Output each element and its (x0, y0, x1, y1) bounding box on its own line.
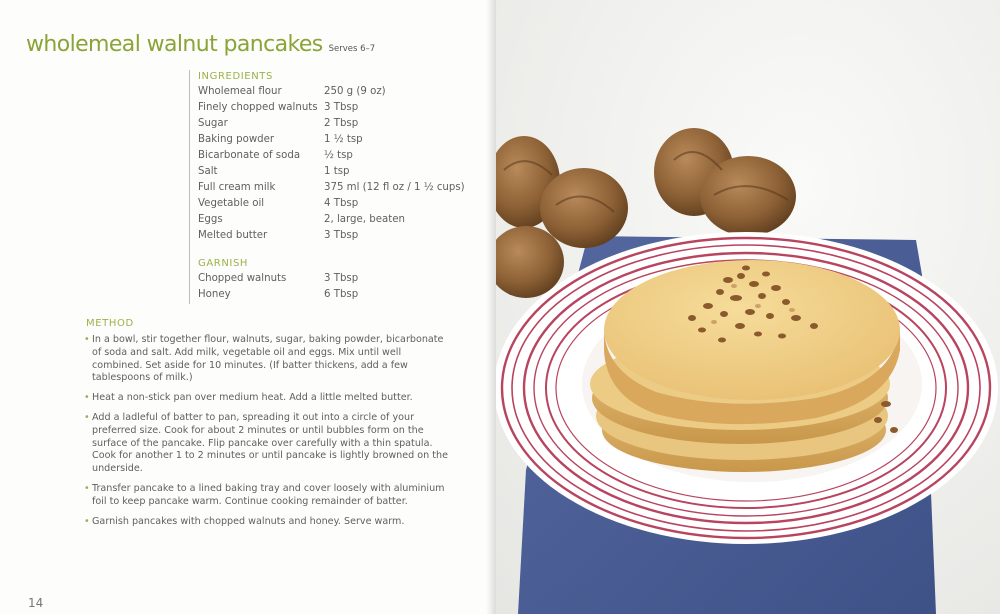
ingredient-name: Chopped walnuts (198, 273, 287, 284)
ingredient-quantity: ½ tsp (324, 150, 353, 161)
ingredient-quantity: 3 Tbsp (324, 273, 359, 284)
ingredient-name: Finely chopped walnuts (198, 102, 318, 113)
method-steps (84, 334, 452, 535)
ingredient-name: Bicarbonate of soda (198, 150, 301, 161)
ingredient-row (198, 132, 479, 148)
garnish-row (198, 287, 479, 303)
ingredient-name: Vegetable oil (198, 198, 265, 209)
ingredient-quantity: 1 ½ tsp (324, 134, 363, 145)
ingredient-row (198, 212, 479, 228)
ingredient-row (198, 180, 479, 196)
ingredient-quantity: 1 tsp (324, 166, 350, 177)
method-step (84, 412, 452, 476)
ingredient-name: Wholemeal flour (198, 86, 282, 97)
serves-note: Serves 6–7 (328, 44, 376, 54)
ingredient-name: Full cream milk (198, 182, 276, 193)
method-step (84, 516, 452, 529)
ingredient-quantity: 6 Tbsp (324, 289, 359, 300)
left-page (0, 0, 492, 614)
ingredient-quantity: 4 Tbsp (324, 198, 359, 209)
bullet-icon: • (84, 392, 90, 404)
ingredient-quantity: 250 g (9 oz) (324, 86, 386, 97)
ingredients-list (189, 70, 479, 304)
garnish-row (198, 271, 479, 287)
ingredient-quantity: 3 Tbsp (324, 230, 359, 241)
ingredient-quantity: 2 Tbsp (324, 118, 359, 129)
ingredient-quantity: 375 ml (12 fl oz / 1 ½ cups) (324, 182, 465, 193)
ingredient-row (198, 148, 479, 164)
pancake-photo (496, 0, 1000, 614)
ingredient-quantity: 3 Tbsp (324, 102, 359, 113)
ingredient-row (198, 84, 479, 100)
bullet-icon: • (84, 411, 90, 423)
book-gutter (486, 0, 496, 614)
ingredient-row (198, 116, 479, 132)
ingredient-name: Salt (198, 166, 218, 177)
ingredient-row (198, 196, 479, 212)
ingredient-name: Eggs (198, 214, 223, 225)
title-row (26, 32, 375, 57)
recipe-title: wholemeal walnut pancakes (26, 32, 323, 57)
method-step (84, 483, 452, 509)
method-step-text: Transfer pancake to a lined baking tray and cover loosely with aluminium foil to keep pancake warm. Continue cooking remainder of batter. (92, 482, 445, 507)
method-step-text: Heat a non-stick pan over medium heat. Add a little melted butter. (92, 392, 413, 404)
ingredient-name: Honey (198, 289, 231, 300)
garnish-heading: GARNISH (198, 258, 249, 269)
page-number: 14 (28, 596, 44, 610)
bullet-icon: • (84, 515, 90, 527)
ingredient-name: Melted butter (198, 230, 268, 241)
method-step-text: In a bowl, stir together flour, walnuts, sugar, baking powder, bicarbonate of soda and salt. Add milk, vegetable oil and eggs. Mix until well combined. Set aside for 10 minutes. (If batter thickens, add a few tablespoons of milk.) (92, 334, 444, 384)
ingredient-name: Sugar (198, 118, 228, 129)
garnish-rows (198, 271, 479, 303)
ingredient-name: Baking powder (198, 134, 275, 145)
method-step-text: Garnish pancakes with chopped walnuts and honey. Serve warm. (92, 515, 405, 527)
ingredient-quantity: 2, large, beaten (324, 214, 405, 225)
method-step-text: Add a ladleful of batter to pan, spreading it out into a circle of your preferred size. Cook for about 2 minutes or until bubbles form on the surface of the pancake. Flip pancake over carefully with a thin spatula. Cook for another 1 to 2 minutes or until pancake is lightly browned on the underside. (92, 411, 449, 475)
ingredient-rows (198, 84, 479, 244)
method-step (84, 392, 452, 405)
ingredient-row (198, 228, 479, 244)
bullet-icon: • (84, 482, 90, 494)
method-heading: METHOD (86, 318, 134, 329)
ingredient-row (198, 164, 479, 180)
list-spacer (198, 244, 479, 257)
ingredient-row (198, 100, 479, 116)
bullet-icon: • (84, 334, 90, 345)
ingredients-heading: INGREDIENTS (198, 71, 273, 82)
right-page-photo (496, 0, 1000, 614)
method-step (84, 334, 452, 385)
